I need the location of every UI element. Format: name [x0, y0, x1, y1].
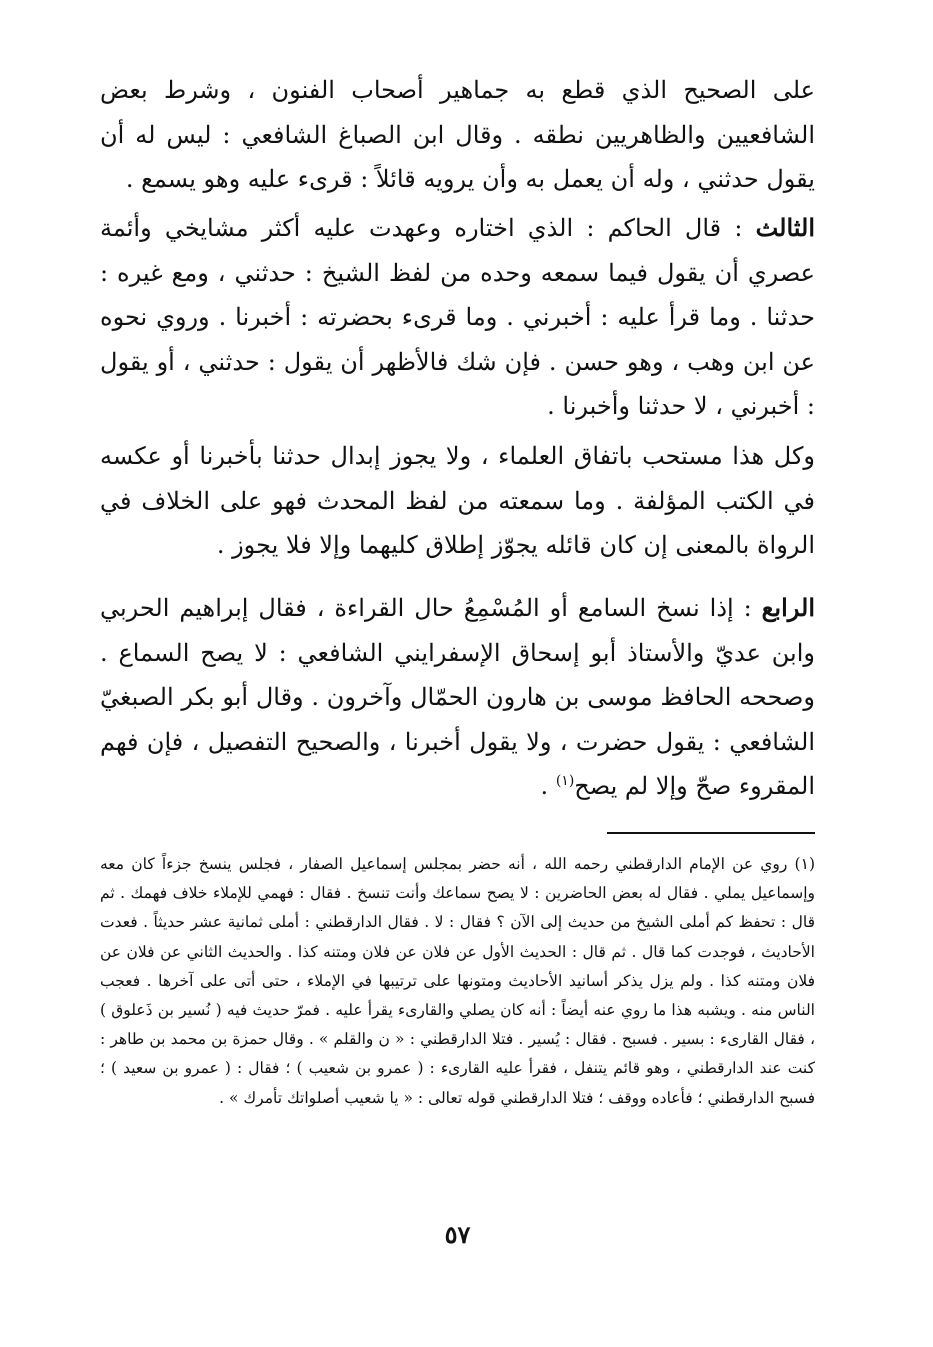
paragraph-1 — [100, 68, 815, 202]
paragraph-4-tail: . — [540, 772, 556, 800]
paragraph-2-heading: الثالث — [755, 213, 815, 242]
footnote-separator — [607, 832, 815, 834]
page-number: ٥٧ — [444, 1220, 471, 1249]
paragraph-4-text: : إذا نسخ السامع أو المُسْمِعُ حال القراءة ، فقال إبراهيم الحربي وابن عديّ والأستاذ أبو إسحاق الإسفرايني الشافعي : لا يصح السماع . وصححه الحافظ موسى بن هارون الحمّال وآخرون . وقال أبو بكر الصبغيّ الشافعي : يقول حضرت ، ولا يقول أخبرنا ، والصحيح التفصيل ، فإن فهم المقروء صحّ وإلا لم يصح — [100, 594, 815, 800]
footnote-reference[interactable]: (١) — [555, 773, 575, 789]
footnote: (١) روي عن الإمام الدارقطني رحمه الله ، أنه حضر بمجلس إسماعيل الصفار ، فجلس ينسخ جزءاً كان معه وإسماعيل يملي . فقال له بعض الحاضرين : لا يصح سماعك وأنت تنسخ . فقال : فهمي للإملاء خلاف فهمك . ثم قال : تحفظ كم أملى الشيخ من حديث إلى الآن ؟ فقال : لا . فقال الدارقطني : أملى ثمانية عشر حديثاً . فعدت الأحاديث ، فوجدت كما قال . ثم قال : الحديث الأول عن فلان عن فلان ومتنه كذا . والحديث الثاني عن فلان عن فلان ومتنه كذا . ولم يزل يذكر أسانيد الأحاديث ومتونها على ترتيبها في الإملاء ، حتى أتى على آخرها . فعجب الناس منه . ويشبه هذا ما روي عنه أيضاً : أنه كان يصلي والقارىء يقرأ عليه . فمرّ حديث فيه ( نُسير بن ذَعلوق ) ، فقال القارىء : بسير . فسبح . فقال : يُسير . فتلا الدارقطني : « ن والقلم » . وقال حمزة بن محمد بن طاهر : كنت عند الدارقطني ، وهو قائم يتنفل ، فقرأ عليه القارىء : ( عمرو بن شعيب ) ؛ فقال : ( عمرو بن سعيد ) ؛ فسبح الدارقطني ؛ فأعاده ووقف ؛ فتلا الدارقطني قوله تعالى : « يا شعيب أصلواتك تأمرك » . — [100, 855, 815, 1107]
paragraph-1-text: على الصحيح الذي قطع به جماهير أصحاب الفنون ، وشرط بعض الشافعيين والظاهريين نطقه . وقال ابن الصباغ الشافعي : ليس له أن يقول حدثني ، وله أن يعمل به وأن يرويه قائلاً : قرىء عليه وهو يسمع . — [100, 76, 815, 193]
paragraph-2-text: : قال الحاكم : الذي اختاره وعهدت عليه أكثر مشايخي وأئمة عصري أن يقول فيما سمعه وحده من لفظ الشيخ : حدثني ، ومع غيره : حدثنا . وما قرأ عليه : أخبرني . وما قرىء بحضرته : أخبرنا . وروي نحوه عن ابن وهب ، وهو حسن . فإن شك فالأظهر أن يقول : حدثني ، أو يقول : أخبرني ، لا حدثنا وأخبرنا . — [100, 214, 816, 420]
paragraph-4 — [100, 586, 815, 809]
book-page — [100, 60, 815, 1330]
paragraph-4-heading: الرابع — [761, 593, 815, 622]
paragraph-3-text: وكل هذا مستحب باتفاق العلماء ، ولا يجوز إبدال حدثنا بأخبرنا أو عكسه في الكتب المؤلفة . وما سمعته من لفظ المحدث فهو على الخلاف في الرواة بالمعنى إن كان قائله يجوّز إطلاق كليهما وإلا فلا يجوز . — [100, 442, 815, 559]
paragraph-3 — [100, 434, 815, 568]
paragraph-2 — [100, 206, 815, 429]
